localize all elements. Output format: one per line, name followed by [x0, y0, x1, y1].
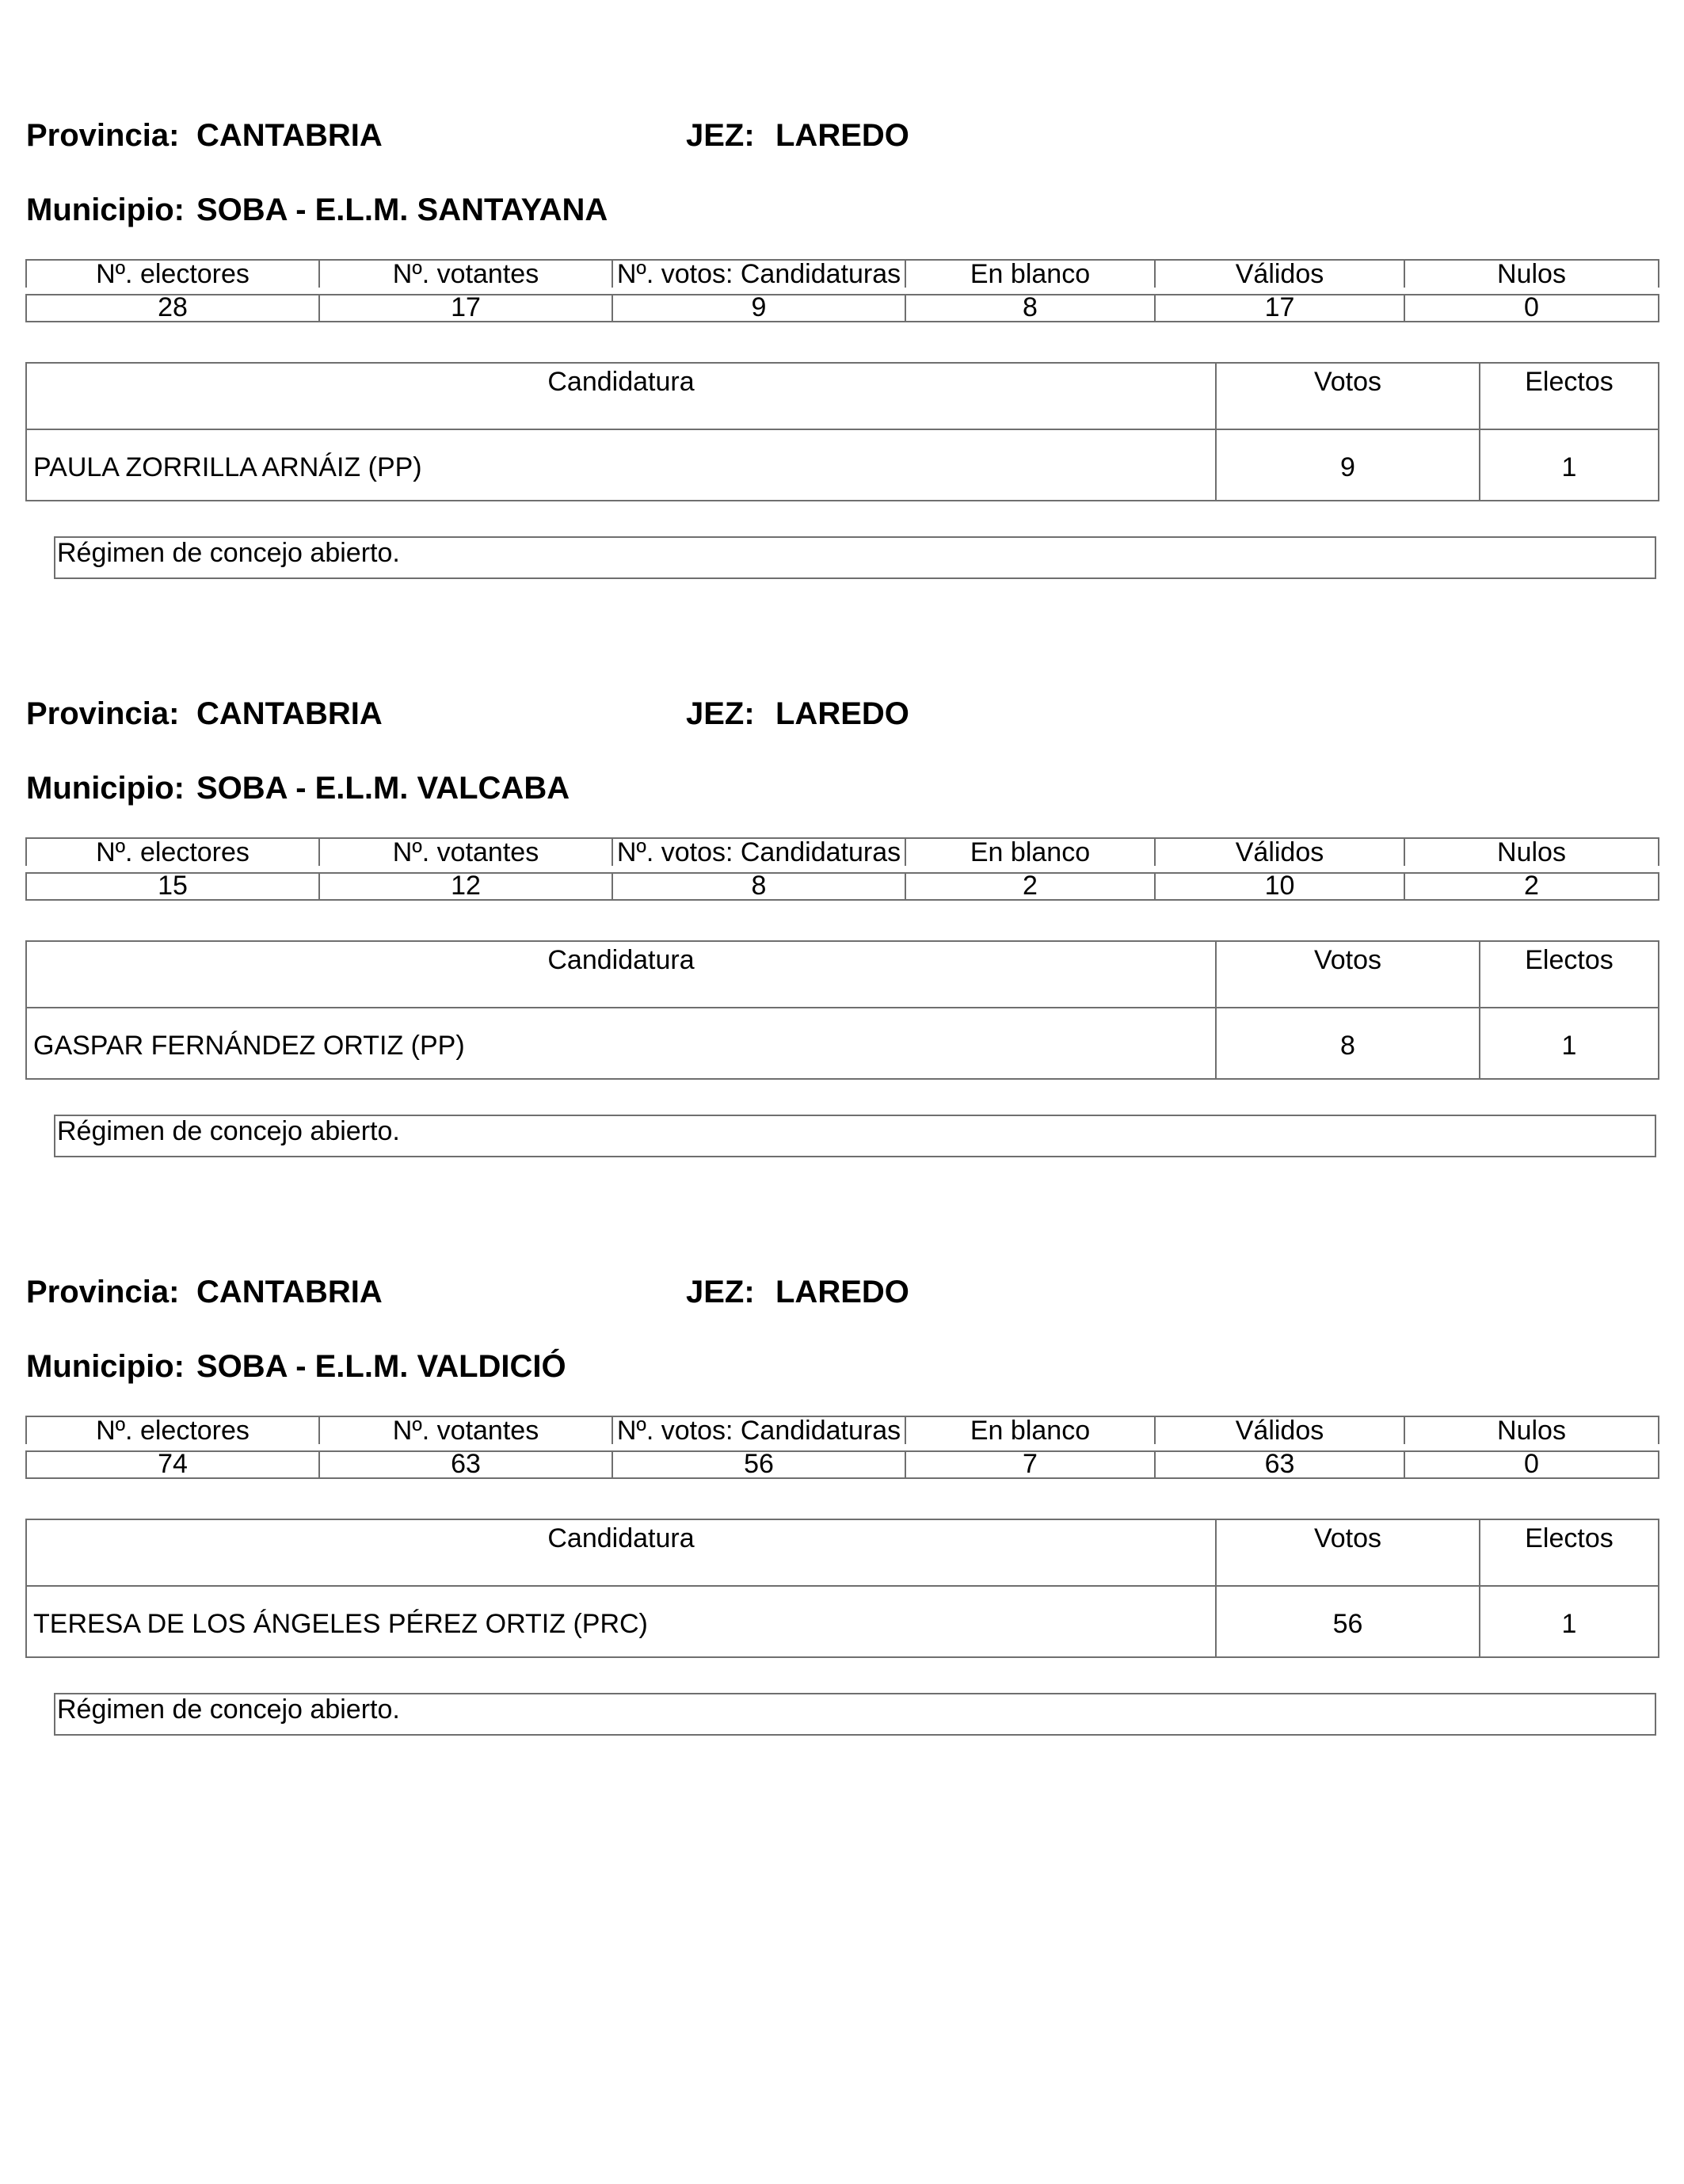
candidate-votos: 8 — [1216, 1008, 1480, 1079]
provincia-value: CANTABRIA — [196, 1275, 383, 1309]
header-validos: Válidos — [1155, 838, 1404, 869]
municipio-value: SOBA - E.L.M. SANTAYANA — [196, 192, 608, 227]
header-electos: Electos — [1480, 1519, 1659, 1586]
value-validos: 17 — [1155, 291, 1404, 322]
header-electores: Nº. electores — [26, 838, 319, 869]
candidate-votos: 9 — [1216, 429, 1480, 501]
candidates-table — [25, 940, 1659, 1080]
table-row — [26, 1586, 1659, 1657]
header-validos: Válidos — [1155, 260, 1404, 291]
stats-table — [25, 259, 1659, 322]
header-votos-candidaturas: Nº. votos: Candidaturas — [612, 838, 905, 869]
header-nulos: Nulos — [1404, 260, 1659, 291]
candidate-name: TERESA DE LOS ÁNGELES PÉREZ ORTIZ (PRC) — [26, 1586, 1216, 1657]
header-electos: Electos — [1480, 941, 1659, 1008]
candidates-header-row — [26, 1519, 1659, 1586]
header-nulos: Nulos — [1404, 1416, 1659, 1447]
candidates-table — [25, 362, 1659, 501]
municipio-label: Municipio: — [26, 771, 185, 806]
header-votantes: Nº. votantes — [319, 1416, 612, 1447]
value-votantes: 12 — [319, 869, 612, 900]
header-en-blanco: En blanco — [905, 260, 1155, 291]
value-validos: 10 — [1155, 869, 1404, 900]
stats-value-row — [26, 1447, 1659, 1478]
candidate-electos: 1 — [1480, 1008, 1659, 1079]
provincia-label: Provincia: — [26, 118, 180, 153]
stats-value-row — [26, 291, 1659, 322]
value-votos-candidaturas: 8 — [612, 869, 905, 900]
header-votantes: Nº. votantes — [319, 260, 612, 291]
header-candidatura: Candidatura — [26, 1519, 1216, 1586]
header-votos: Votos — [1216, 1519, 1480, 1586]
provincia-label: Provincia: — [26, 1275, 180, 1309]
header-votos-candidaturas: Nº. votos: Candidaturas — [612, 1416, 905, 1447]
jez-label: JEZ: — [686, 1275, 755, 1309]
header-votos: Votos — [1216, 363, 1480, 429]
jez-value: LAREDO — [775, 696, 909, 731]
value-votantes: 63 — [319, 1447, 612, 1478]
value-en-blanco: 2 — [905, 869, 1155, 900]
stats-header-row — [26, 260, 1659, 291]
value-votos-candidaturas: 9 — [612, 291, 905, 322]
header-electores: Nº. electores — [26, 1416, 319, 1447]
header-electos: Electos — [1480, 363, 1659, 429]
stats-header-row — [26, 838, 1659, 869]
jez-value: LAREDO — [775, 1275, 909, 1309]
stats-value-row — [26, 869, 1659, 900]
value-electores: 74 — [26, 1447, 319, 1478]
header-nulos: Nulos — [1404, 838, 1659, 869]
candidate-name: PAULA ZORRILLA ARNÁIZ (PP) — [26, 429, 1216, 501]
value-electores: 28 — [26, 291, 319, 322]
header-en-blanco: En blanco — [905, 1416, 1155, 1447]
candidates-header-row — [26, 941, 1659, 1008]
header-votantes: Nº. votantes — [319, 838, 612, 869]
value-en-blanco: 7 — [905, 1447, 1155, 1478]
provincia-label: Provincia: — [26, 696, 180, 731]
regime-note: Régimen de concejo abierto. — [54, 1693, 1656, 1736]
candidate-electos: 1 — [1480, 1586, 1659, 1657]
section-valdicio — [0, 1157, 1684, 1725]
value-votos-candidaturas: 56 — [612, 1447, 905, 1478]
value-nulos: 2 — [1404, 869, 1659, 900]
provincia-value: CANTABRIA — [196, 118, 383, 153]
value-nulos: 0 — [1404, 1447, 1659, 1478]
jez-label: JEZ: — [686, 696, 755, 731]
candidate-name: GASPAR FERNÁNDEZ ORTIZ (PP) — [26, 1008, 1216, 1079]
candidates-table — [25, 1519, 1659, 1658]
stats-header-row — [26, 1416, 1659, 1447]
value-nulos: 0 — [1404, 291, 1659, 322]
header-votos: Votos — [1216, 941, 1480, 1008]
header-en-blanco: En blanco — [905, 838, 1155, 869]
candidate-votos: 56 — [1216, 1586, 1480, 1657]
provincia-value: CANTABRIA — [196, 696, 383, 731]
header-electores: Nº. electores — [26, 260, 319, 291]
header-votos-candidaturas: Nº. votos: Candidaturas — [612, 260, 905, 291]
stats-table — [25, 1416, 1659, 1479]
table-row — [26, 429, 1659, 501]
value-en-blanco: 8 — [905, 291, 1155, 322]
municipio-label: Municipio: — [26, 1349, 185, 1384]
stats-table — [25, 837, 1659, 901]
header-candidatura: Candidatura — [26, 363, 1216, 429]
municipio-value: SOBA - E.L.M. VALDICIÓ — [196, 1349, 566, 1384]
candidate-electos: 1 — [1480, 429, 1659, 501]
value-validos: 63 — [1155, 1447, 1404, 1478]
candidates-header-row — [26, 363, 1659, 429]
section-valcaba — [0, 578, 1684, 1146]
regime-note: Régimen de concejo abierto. — [54, 536, 1656, 579]
table-row — [26, 1008, 1659, 1079]
section-santayana — [0, 0, 1684, 568]
value-electores: 15 — [26, 869, 319, 900]
header-validos: Válidos — [1155, 1416, 1404, 1447]
jez-value: LAREDO — [775, 118, 909, 153]
municipio-value: SOBA - E.L.M. VALCABA — [196, 771, 570, 806]
value-votantes: 17 — [319, 291, 612, 322]
municipio-label: Municipio: — [26, 192, 185, 227]
jez-label: JEZ: — [686, 118, 755, 153]
regime-note: Régimen de concejo abierto. — [54, 1115, 1656, 1157]
header-candidatura: Candidatura — [26, 941, 1216, 1008]
